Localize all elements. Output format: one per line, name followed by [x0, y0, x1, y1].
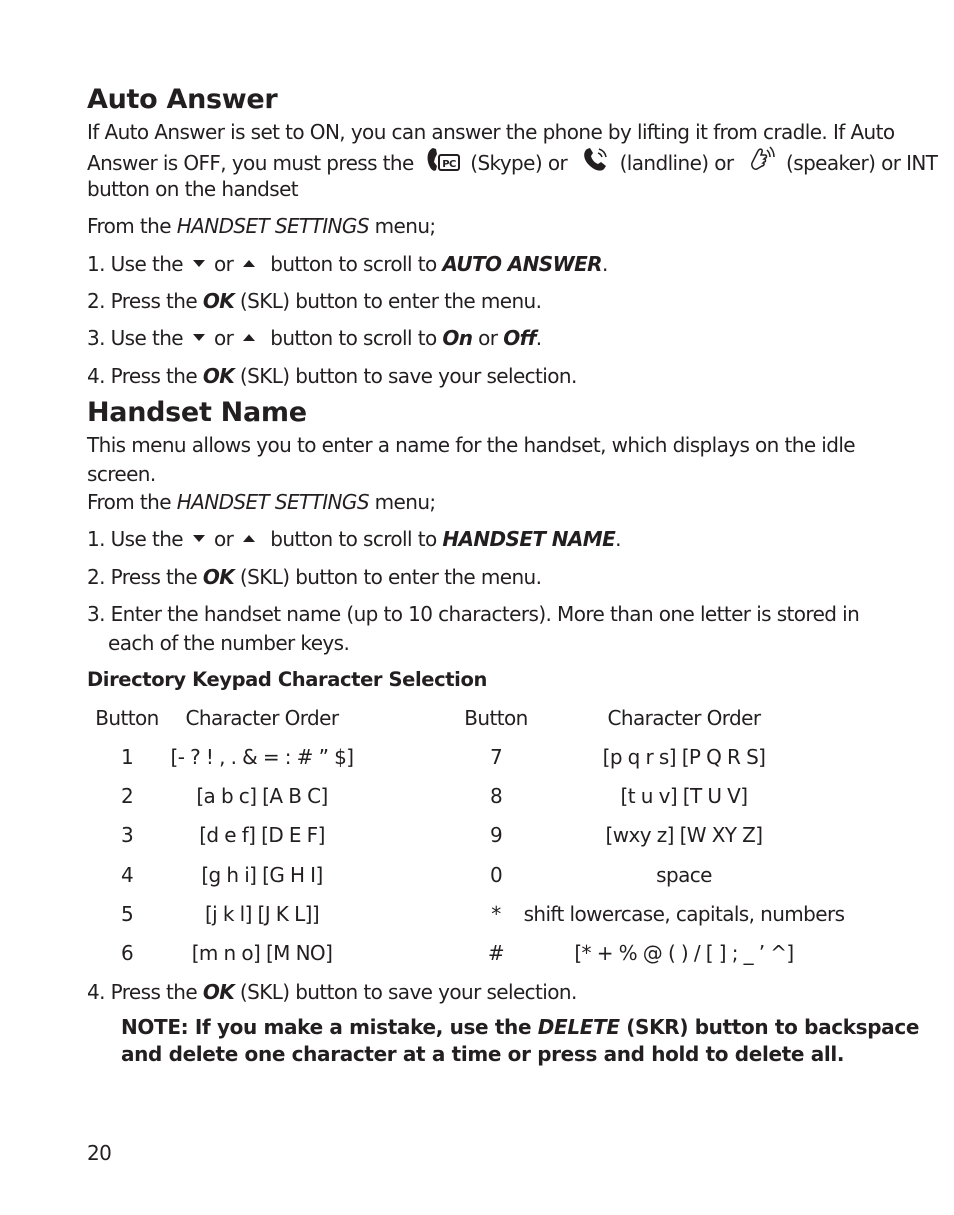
from-text-end: menu; — [368, 214, 436, 238]
handset-name-step-1 — [87, 527, 621, 551]
table-header-button-2: Button — [464, 706, 528, 730]
option-on: On — [442, 326, 473, 350]
table-cell-button: 6 — [120, 941, 134, 965]
landline-handset-icon — [581, 145, 611, 178]
table-cell-characters: [wxy z] [W XY Z] — [605, 823, 763, 847]
step-text: button to scroll to — [270, 527, 443, 551]
table-cell-characters: [j k l] [J K L]] — [204, 902, 320, 926]
menu-target: AUTO ANSWER — [442, 252, 602, 276]
handset-name-intro-line2: screen. — [87, 462, 156, 486]
table-cell-button: 8 — [489, 784, 503, 808]
intro-text-a: Answer is OFF, you must press the — [87, 151, 414, 175]
table-cell-characters: [d e f] [D E F] — [199, 823, 325, 847]
auto-answer-from-menu — [87, 214, 436, 238]
auto-answer-step-4 — [87, 364, 577, 388]
option-off: Off — [503, 326, 536, 350]
table-cell-characters: [g h i] [G H I] — [201, 863, 323, 887]
table-cell-characters: [- ? ! , . & = : # ” $] — [170, 745, 354, 769]
table-cell-characters: [* + % @ ( ) / [ ] ; _ ’ ^] — [574, 941, 794, 965]
table-cell-button: 4 — [120, 863, 134, 887]
auto-answer-step-2 — [87, 289, 541, 313]
up-arrow-icon — [243, 535, 255, 542]
note-text: NOTE: If you make a mistake, use the — [121, 1015, 538, 1039]
table-cell-button: 3 — [120, 823, 134, 847]
table-cell-button: 5 — [120, 902, 134, 926]
table-cell-button: 2 — [120, 784, 134, 808]
table-cell-characters: space — [656, 863, 712, 887]
table-cell-characters: [m n o] [M NO] — [191, 941, 333, 965]
table-cell-button: 7 — [489, 745, 503, 769]
table-cell-button: 1 — [120, 745, 134, 769]
table-cell-characters: shift lowercase, capitals, numbers — [523, 902, 845, 926]
note-line2: and delete one character at a time or press and hold to delete all. — [121, 1042, 845, 1066]
step-text: 2. Press the — [87, 289, 203, 313]
table-cell-characters: [a b c] [A B C] — [196, 784, 328, 808]
down-arrow-icon — [193, 334, 205, 341]
auto-answer-step-3 — [87, 326, 542, 350]
handset-name-step-3-line1: 3. Enter the handset name (up to 10 characters). More than one letter is stored in — [87, 602, 860, 626]
menu-target: HANDSET NAME — [442, 527, 616, 551]
page-number: 20 — [87, 1141, 112, 1165]
period: . — [535, 326, 542, 350]
handset-name-step-4 — [87, 980, 577, 1004]
section-title-handset-name: Handset Name — [87, 397, 307, 428]
menu-name: HANDSET SETTINGS — [176, 490, 369, 514]
down-arrow-icon — [193, 260, 205, 267]
table-cell-button: 9 — [489, 823, 503, 847]
table-header-character-order-2: Character Order — [607, 706, 761, 730]
or-text: or — [213, 527, 234, 551]
step-text: (SKL) button to save your selection. — [234, 980, 577, 1004]
section-title-auto-answer: Auto Answer — [87, 84, 278, 115]
menu-name: HANDSET SETTINGS — [176, 214, 369, 238]
table-cell-button: * — [491, 902, 501, 926]
handset-name-from-menu — [87, 490, 436, 514]
handset-name-step-2 — [87, 565, 541, 589]
from-text: From the — [87, 490, 177, 514]
handset-name-intro-line1: This menu allows you to enter a name for the handset, which displays on the idle — [87, 433, 855, 457]
period: . — [615, 527, 621, 551]
table-header-character-order-1: Character Order — [185, 706, 339, 730]
up-arrow-icon — [243, 334, 255, 341]
auto-answer-intro-line1: If Auto Answer is set to ON, you can answer the phone by lifting it from cradle. If Auto — [87, 120, 895, 144]
step-text: (SKL) button to enter the menu. — [234, 565, 542, 589]
table-cell-button: 0 — [489, 863, 503, 887]
or-text: or — [213, 252, 234, 276]
auto-answer-step-1 — [87, 252, 608, 276]
table-cell-button: # — [487, 941, 505, 965]
step-text: (SKL) button to save your selection. — [234, 364, 577, 388]
auto-answer-intro-line3: button on the handset — [87, 177, 299, 201]
table-cell-characters: [p q r s] [P Q R S] — [602, 745, 766, 769]
step-text: button to scroll to — [270, 326, 443, 350]
up-arrow-icon — [243, 260, 255, 267]
or-text: or — [472, 326, 504, 350]
ok-key: OK — [202, 364, 235, 388]
handset-name-step-3-line2: each of the number keys. — [108, 631, 350, 655]
intro-text-landline: (landline) or — [619, 151, 734, 175]
step-text: 1. Use the — [87, 252, 183, 276]
note-line1 — [121, 1015, 919, 1039]
step-text: 4. Press the — [87, 364, 203, 388]
svg-text:PC: PC — [442, 159, 457, 170]
step-text: 2. Press the — [87, 565, 203, 589]
step-text: button to scroll to — [270, 252, 443, 276]
note-text: (SKR) button to backspace — [619, 1015, 920, 1039]
table-cell-characters: [t u v] [T U V] — [620, 784, 748, 808]
down-arrow-icon — [193, 535, 205, 542]
step-text: 3. Use the — [87, 326, 183, 350]
intro-text-skype: (Skype) or — [470, 151, 568, 175]
keypad-table-title: Directory Keypad Character Selection — [87, 668, 487, 691]
intro-text-speaker: (speaker) or INT — [786, 151, 938, 175]
ok-key: OK — [202, 289, 235, 313]
ok-key: OK — [202, 980, 235, 1004]
step-text: 4. Press the — [87, 980, 203, 1004]
ok-key: OK — [202, 565, 235, 589]
table-header-button-1: Button — [95, 706, 159, 730]
from-text-end: menu; — [368, 490, 436, 514]
or-text: or — [213, 326, 234, 350]
from-text: From the — [87, 214, 177, 238]
step-text: (SKL) button to enter the menu. — [234, 289, 542, 313]
speaker-icon — [747, 145, 777, 178]
step-text: 1. Use the — [87, 527, 183, 551]
skype-pc-icon — [425, 145, 461, 178]
delete-key: DELETE — [537, 1015, 620, 1039]
period: . — [601, 252, 608, 276]
